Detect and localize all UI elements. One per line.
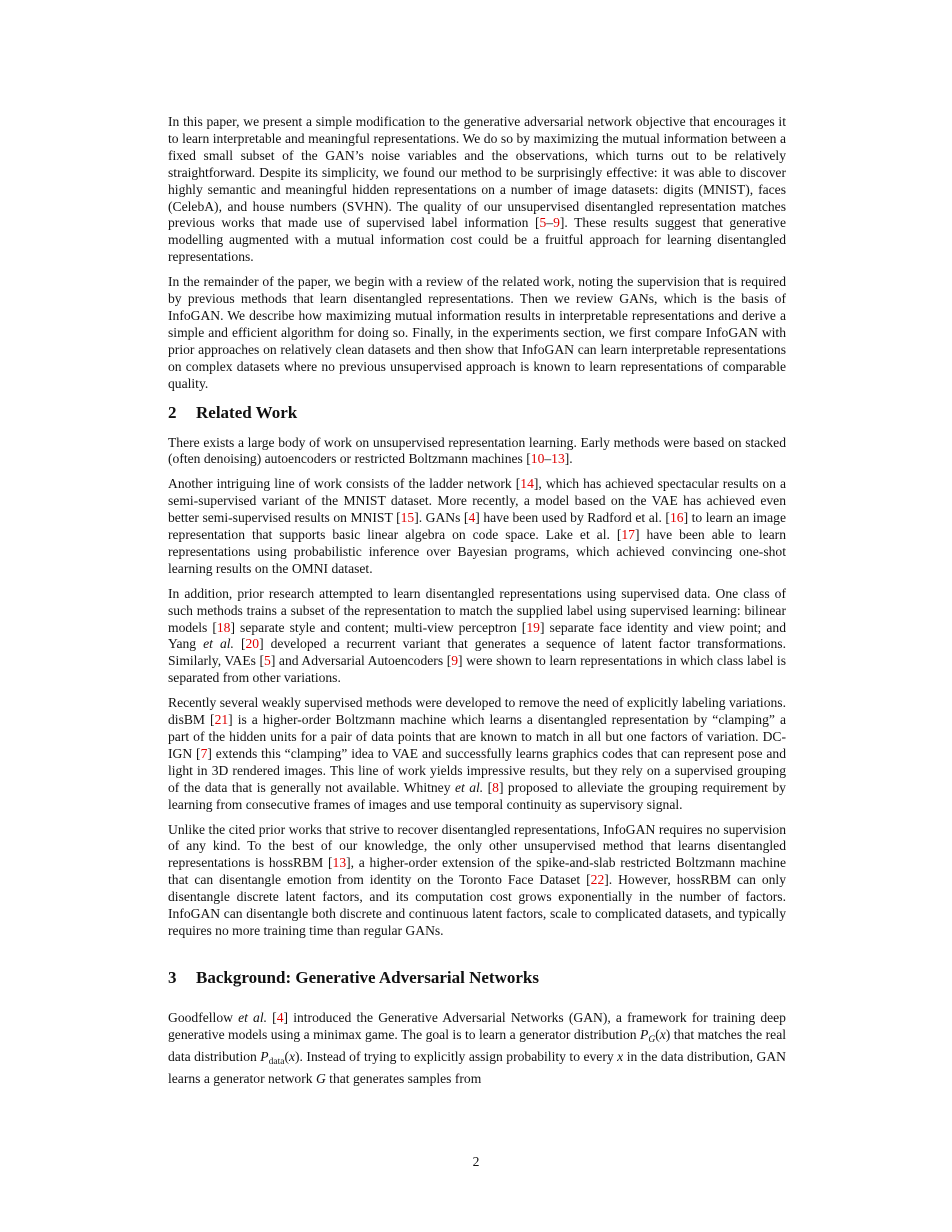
math-symbol: G: [315, 1070, 326, 1086]
math-symbol: x: [617, 1048, 624, 1064]
subscript: data: [268, 1056, 285, 1067]
paragraph: [168, 435, 786, 469]
section-heading: [168, 968, 786, 988]
emphasis: et al.: [238, 1009, 268, 1025]
text-run: [: [267, 1009, 277, 1025]
math-symbol: P: [640, 1026, 649, 1042]
text-run: ], a higher-order extension of the spike-and-slab restricted Boltzmann machine that can disentangle emotion from identity on the Toronto Face Dataset [: [168, 855, 786, 888]
citation-link[interactable]: 8: [492, 779, 499, 795]
emphasis: et al.: [454, 779, 484, 795]
text-run: ] and Adversarial Autoencoders [: [270, 653, 452, 669]
text-run: that generates samples from: [325, 1070, 482, 1086]
text-run: ] to learn an image representation that supports basic linear algebra on code space. Lake et al. [: [168, 510, 786, 543]
citation-link[interactable]: 14: [520, 476, 534, 492]
text-run: ] separate style and content; multi-view perceptron [: [230, 619, 527, 635]
paragraph: [168, 586, 786, 687]
section-number: 2: [168, 402, 177, 422]
citation-link[interactable]: 5: [264, 653, 271, 669]
text-run: ] is a higher-order Boltzmann machine which learns a disentangled representation by “clamping” a part of the hidden units for a pair of data points that are known to match in all but one factors of variation. DC-IGN [: [168, 712, 786, 761]
citation-link[interactable]: 7: [200, 745, 208, 761]
citation-link[interactable]: 16: [669, 510, 684, 526]
citation-link[interactable]: 22: [590, 872, 605, 888]
citation-link[interactable]: 17: [621, 527, 635, 543]
text-run: ] have been used by Radford et al. [: [475, 510, 670, 526]
text-run: ]. These results suggest that generative modelling augmented with a mutual information cost could be a fruitful approach for learning disentangled representations.: [168, 215, 786, 265]
spacer: [168, 948, 786, 958]
text-run: ) that matches the real data distribution: [168, 1026, 786, 1064]
text-run: ] proposed to alleviate the grouping requirement by learning from consecutive frames of images and use temporal continuity as supervisory signal.: [168, 779, 786, 812]
subscript: G: [648, 1034, 656, 1045]
text-run: ]. GANs [: [414, 510, 469, 526]
text-run: ). Instead of trying to explicitly assign probability to every: [295, 1048, 618, 1064]
math-symbol: x: [659, 1026, 666, 1042]
text-run: In this paper, we present a simple modification to the generative adversarial network objective that encourages it to learn interpretable and meaningful representations. We do so by maximizing the mutual information between a fixed small subset of the GAN’s noise variables and the observations, which turns out to be relatively straightforward. Despite its simplicity, we found our method to be surprisingly effective: it was able to discover highly semantic and meaningful hidden representations on a number of image datasets: digits (MNIST), faces (CelebA), and house numbers (SVHN). The quality of our unsupervised disentangled representation matches previous works that made use of supervised label information [: [168, 114, 786, 231]
paragraph: [168, 1010, 786, 1088]
citation-link[interactable]: 4: [468, 510, 476, 526]
citation-link[interactable]: 9: [553, 215, 560, 231]
math-symbol: P: [260, 1048, 269, 1064]
citation-link[interactable]: 9: [451, 653, 459, 669]
text-run: Goodfellow: [168, 1009, 239, 1025]
citation-link[interactable]: 20: [245, 636, 260, 652]
citation-link[interactable]: 19: [526, 619, 540, 635]
text-run: ] were shown to learn representations in which class label is separated from other variations.: [168, 653, 786, 686]
section-heading: [168, 403, 786, 423]
paragraph: [168, 476, 786, 577]
emphasis: et al.: [203, 636, 234, 652]
math-symbol: x: [288, 1048, 296, 1064]
text-run: [: [483, 779, 493, 795]
citation-link[interactable]: 13: [332, 855, 347, 871]
spacer: [168, 1000, 786, 1010]
text-run: (: [655, 1026, 660, 1042]
text-run: In addition, prior research attempted to learn disentangled representations using supervised data. One class of such methods trains a subset of the representation to match the supplied label using supervised learning: bilinear models [: [168, 585, 786, 635]
citation-link[interactable]: 15: [400, 510, 415, 526]
section-title: Background: Generative Adversarial Networks: [196, 967, 539, 987]
text-run: ], which has achieved spectacular results on a semi-supervised variant of the MNIST dataset. More recently, a model based on the VAE has achieved even better semi-supervised results on MNIST [: [168, 476, 787, 526]
text-run: Recently several weakly supervised methods were developed to remove the need of explicitly labeling variations. disBM [: [168, 695, 786, 728]
text-run: ] extends this “clamping” idea to VAE and successfully learns graphics codes that can represent pose and light in 3D rendered images. This line of work yields impressive results, but they rely on a supervised grouping of the data that is generally not available. Whitney: [168, 745, 786, 795]
text-run: –: [546, 215, 554, 231]
text-run: In the remainder of the paper, we begin with a review of the related work, noting the supervision that is required by previous methods that learn disentangled representations. Then we review GANs, which is the basis of InfoGAN. We describe how maximizing mutual information results in interpretable representations and derive a simple and efficient algorithm for doing so. Finally, in the experiments section, we first compare InfoGAN with prior approaches on relatively clean datasets and then show that InfoGAN can learn interpretable representations on complex datasets where no previous unsupervised approach is known to learn representations of comparable quality.: [168, 274, 786, 391]
text-run: Unlike the cited prior works that strive to recover disentangled representations, InfoGAN requires no supervision of any kind. To the best of our knowledge, the only other unsupervised method that learns disentangled representations is hossRBM [: [168, 821, 786, 871]
paragraph: [168, 822, 786, 940]
paper-body: [168, 114, 786, 1096]
text-run: [: [233, 636, 246, 652]
citation-link[interactable]: 13: [551, 451, 565, 467]
citation-link[interactable]: 21: [214, 712, 229, 728]
section-number: 3: [168, 967, 177, 987]
text-run: ] introduced the Generative Adversarial Networks (GAN), a framework for training deep generative models using a minimax game. The goal is to learn a generator distribution: [168, 1009, 786, 1042]
text-run: ] developed a recurrent variant that generates a sequence of latent factor transformations. Similarly, VAEs [: [168, 636, 786, 669]
paragraph: [168, 695, 786, 813]
text-run: ]. However, hossRBM can only disentangle discrete latent factors, and its computation cost grows exponentially in the number of factors. InfoGAN can disentangle both discrete and continuous latent factors, scale to complicated datasets, and typically requires no more training time than regular GANs.: [168, 872, 787, 938]
text-run: in the data distribution, GAN learns a generator network: [168, 1048, 786, 1086]
paragraph: [168, 114, 786, 266]
citation-link[interactable]: 4: [276, 1009, 284, 1025]
text-run: ].: [564, 451, 573, 467]
text-run: ] have been able to learn representations using probabilistic inference over Bayesian programs, which achieved convincing one-shot learning results on the OMNI dataset.: [168, 527, 786, 576]
text-run: There exists a large body of work on unsupervised representation learning. Early methods were based on stacked (often denoising) autoencoders or restricted Boltzmann machines [: [168, 434, 786, 467]
citation-link[interactable]: 18: [216, 619, 231, 635]
text-run: ] separate face identity and view point; and Yang: [168, 619, 786, 652]
section-title: Related Work: [196, 402, 298, 422]
citation-link[interactable]: 10: [530, 451, 545, 467]
citation-link[interactable]: 5: [539, 215, 547, 231]
page-number: 2: [472, 1154, 480, 1169]
paragraph: [168, 274, 786, 392]
text-run: –: [544, 451, 552, 467]
text-run: Another intriguing line of work consists of the ladder network [: [168, 476, 521, 492]
text-run: (: [284, 1048, 289, 1064]
